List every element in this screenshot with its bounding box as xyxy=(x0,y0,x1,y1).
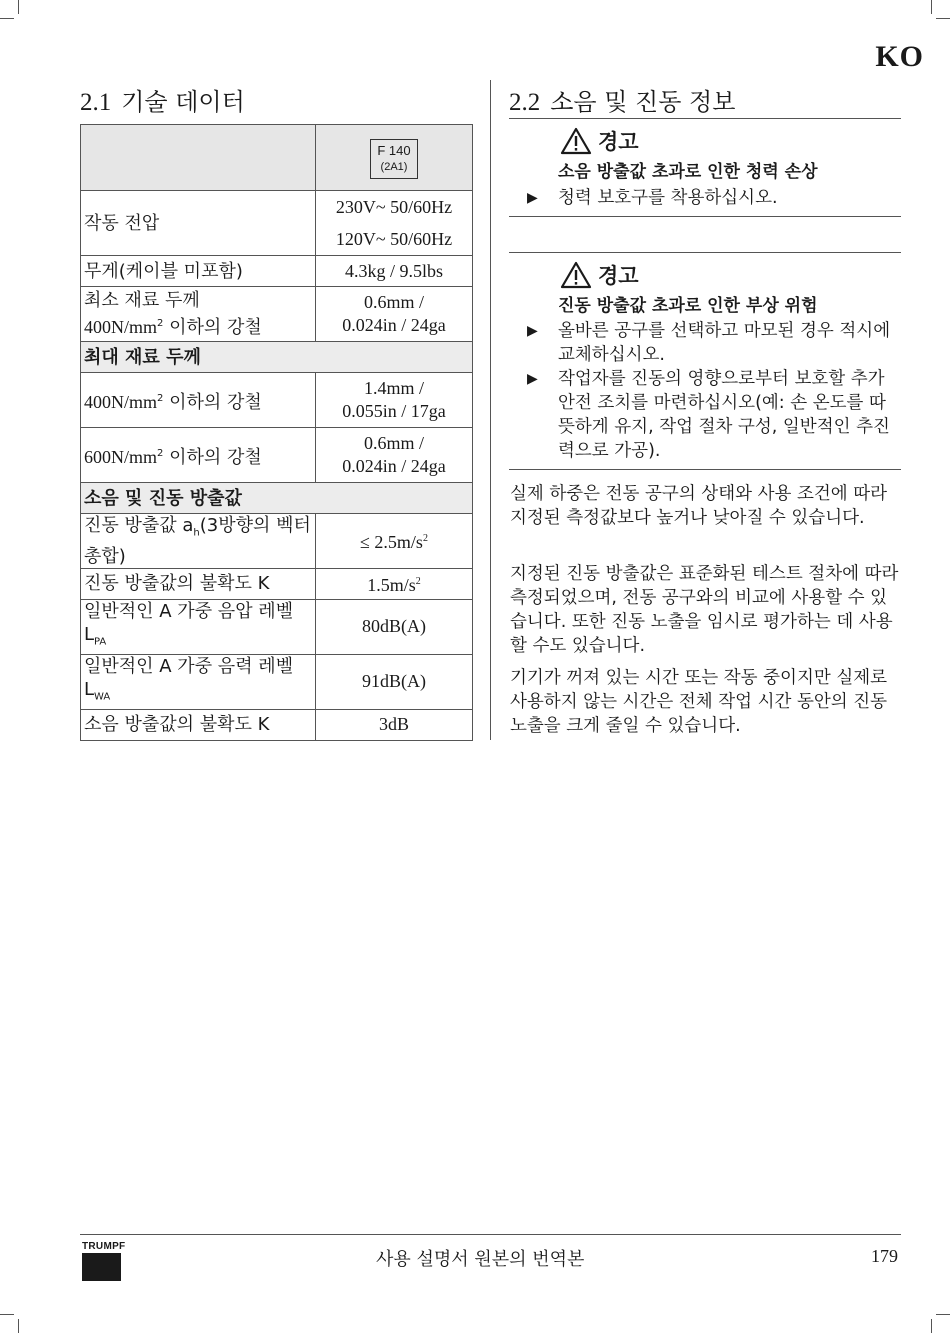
model-box xyxy=(370,139,417,179)
unit-text: 600N/mm xyxy=(84,446,158,467)
bullet-arrow-icon: ▶ xyxy=(527,323,538,339)
header-empty-cell xyxy=(81,125,316,191)
unit-text: 400N/mm xyxy=(84,391,158,412)
crop-mark xyxy=(931,0,932,14)
vib-sub: h xyxy=(193,527,200,539)
lpa-value: 80dB(A) xyxy=(316,599,473,654)
table-row xyxy=(81,709,473,740)
table-row xyxy=(81,654,473,709)
table-row xyxy=(81,428,473,483)
brand-logo-text: TRUMPF xyxy=(82,1241,126,1252)
max-thickness-group: 최대 재료 두께 xyxy=(81,342,473,373)
warning-subtitle: 소음 방출값 초과로 인한 청력 손상 xyxy=(558,162,818,182)
voltage-value-230: 230V~ 50/60Hz xyxy=(335,197,453,217)
table-group-row xyxy=(81,483,473,514)
lwa-text: 일반적인 A 가중 음력 레벨 L xyxy=(84,655,294,700)
unit-sup: 2 xyxy=(157,447,164,459)
noise-uncertainty-label: 소음 방출값의 불확도 K xyxy=(81,709,316,740)
warning-heading xyxy=(560,260,639,290)
table-header-row xyxy=(81,125,473,191)
table-row xyxy=(81,287,473,342)
voltage-value xyxy=(316,191,473,256)
vib-value-sup: 2 xyxy=(422,533,428,545)
spec-table xyxy=(80,124,473,741)
vib-unc-text: 1.5m/s xyxy=(367,575,416,596)
warning-subtitle: 진동 방출값 초과로 인한 부상 위험 xyxy=(558,296,818,316)
lpa-text: 일반적인 A 가중 음압 레벨 L xyxy=(84,600,294,645)
max400-value-in: 0.055in / 17ga xyxy=(342,401,446,421)
page-number: 179 xyxy=(871,1246,898,1266)
section-title-text: 기술 데이터 xyxy=(121,88,245,116)
vib-value-text: ≤ 2.5m/s xyxy=(360,532,423,553)
paragraph: 지정된 진동 방출값은 표준화된 테스트 절차에 따라 측정되었으며, 전동 공구와의 비교에 사용할 수 있습니다. 또한 진동 노출을 임시로 평가하는 데 사용할 수도 있습니다. xyxy=(510,564,899,656)
voltage-label: 작동 전압 xyxy=(81,191,316,256)
divider xyxy=(509,216,901,217)
vibration-label xyxy=(81,514,316,569)
table-row xyxy=(81,191,473,256)
paragraph: 기기가 꺼져 있는 시간 또는 작동 중이지만 실제로 사용하지 않는 시간은 전체 작업 시간 동안의 진동 노출을 크게 줄일 수 있습니다. xyxy=(510,668,888,736)
max600-label xyxy=(81,428,316,483)
table-row xyxy=(81,373,473,428)
lpa-label xyxy=(81,599,316,654)
paragraph: 실제 하중은 전동 공구의 상태와 사용 조건에 따라 지정된 측정값보다 높거나 낮아질 수 있습니다. xyxy=(510,484,888,528)
bullet-arrow-icon: ▶ xyxy=(527,190,538,206)
unit-sup: 2 xyxy=(157,318,164,329)
section-title-noise-vibration xyxy=(509,82,735,117)
divider xyxy=(509,469,901,470)
brand-logo-block xyxy=(82,1253,121,1281)
min-thickness-material xyxy=(84,312,312,339)
crop-mark xyxy=(18,0,19,14)
min-thickness-title: 최소 재료 두께 xyxy=(84,290,200,311)
bullet-text: 올바른 공구를 선택하고 마모된 경우 적시에 교체하십시오. xyxy=(558,321,891,365)
crop-mark xyxy=(0,1314,14,1315)
material-text: 이하의 강철 xyxy=(163,317,262,338)
vib-unc-sup: 2 xyxy=(415,576,421,588)
unit-sup: 2 xyxy=(157,392,164,404)
warning-title: 경고 xyxy=(598,130,639,154)
crop-mark xyxy=(931,1319,932,1333)
max600-value xyxy=(316,428,473,483)
lpa-sub: PA xyxy=(94,636,107,648)
model-name: F 140 xyxy=(377,143,411,158)
min-thickness-value xyxy=(316,287,473,342)
warning-triangle-icon xyxy=(560,127,592,155)
material-text: 이하의 강철 xyxy=(163,446,262,468)
max600-value-mm: 0.6mm / xyxy=(363,433,424,453)
warning-heading xyxy=(560,126,639,156)
lwa-value: 91dB(A) xyxy=(316,654,473,709)
material-text: 이하의 강철 xyxy=(163,391,262,413)
min-thickness-value-in: 0.024in / 24ga xyxy=(342,315,446,335)
vibration-uncertainty-value xyxy=(316,568,473,599)
crop-mark xyxy=(936,1314,950,1315)
column-divider xyxy=(490,80,491,740)
section-number: 2.2 xyxy=(509,89,541,116)
noise-group: 소음 및 진동 방출값 xyxy=(81,483,473,514)
list-item xyxy=(527,319,902,367)
section-number: 2.1 xyxy=(80,89,112,116)
language-code: KO xyxy=(875,40,924,73)
weight-value: 4.3kg / 9.5lbs xyxy=(316,256,473,287)
section-title-technical-data xyxy=(80,82,245,117)
lwa-sub: WA xyxy=(94,691,111,703)
table-row xyxy=(81,599,473,654)
divider xyxy=(509,252,901,253)
bullet-text: 청력 보호구를 착용하십시오. xyxy=(558,188,778,208)
vibration-uncertainty-label: 진동 방출값의 불확도 K xyxy=(81,568,316,599)
max600-value-in: 0.024in / 24ga xyxy=(342,456,446,476)
bullet-arrow-icon: ▶ xyxy=(527,371,538,387)
crop-mark xyxy=(18,1319,19,1333)
weight-label: 무게(케이블 미포함) xyxy=(81,256,316,287)
vib-text: 진동 방출값 a xyxy=(84,515,194,536)
table-group-row xyxy=(81,342,473,373)
voltage-value-120: 120V~ 50/60Hz xyxy=(335,229,453,249)
divider xyxy=(509,118,901,119)
crop-mark xyxy=(0,18,14,19)
section-title-text: 소음 및 진동 정보 xyxy=(550,88,736,116)
lwa-label xyxy=(81,654,316,709)
table-row xyxy=(81,568,473,599)
unit-text: 400N/mm xyxy=(84,317,158,337)
footer-divider xyxy=(80,1234,901,1235)
max400-value xyxy=(316,373,473,428)
table-row xyxy=(81,514,473,569)
warning-triangle-icon xyxy=(560,261,592,289)
vibration-value xyxy=(316,514,473,569)
list-item xyxy=(527,186,902,210)
list-item xyxy=(527,367,902,463)
model-variant: (2A1) xyxy=(380,161,408,173)
header-model-cell xyxy=(316,125,473,191)
footer-title: 사용 설명서 원본의 번역본 xyxy=(376,1249,585,1270)
table-row xyxy=(81,256,473,287)
max400-label xyxy=(81,373,316,428)
noise-uncertainty-value: 3dB xyxy=(316,709,473,740)
vib-text-post: (3방향의 벡터 총합) xyxy=(84,515,311,567)
min-thickness-label xyxy=(81,287,316,342)
crop-mark xyxy=(936,18,950,19)
bullet-text: 작업자를 진동의 영향으로부터 보호할 추가 안전 조치를 마련하십시오(예: 손 온도를 따뜻하게 유지, 작업 절차 구성, 일반적인 추진력으로 가공). xyxy=(558,369,890,461)
min-thickness-value-mm: 0.6mm / xyxy=(363,292,424,312)
max400-value-mm: 1.4mm / xyxy=(363,378,424,398)
warning-title: 경고 xyxy=(598,264,639,288)
